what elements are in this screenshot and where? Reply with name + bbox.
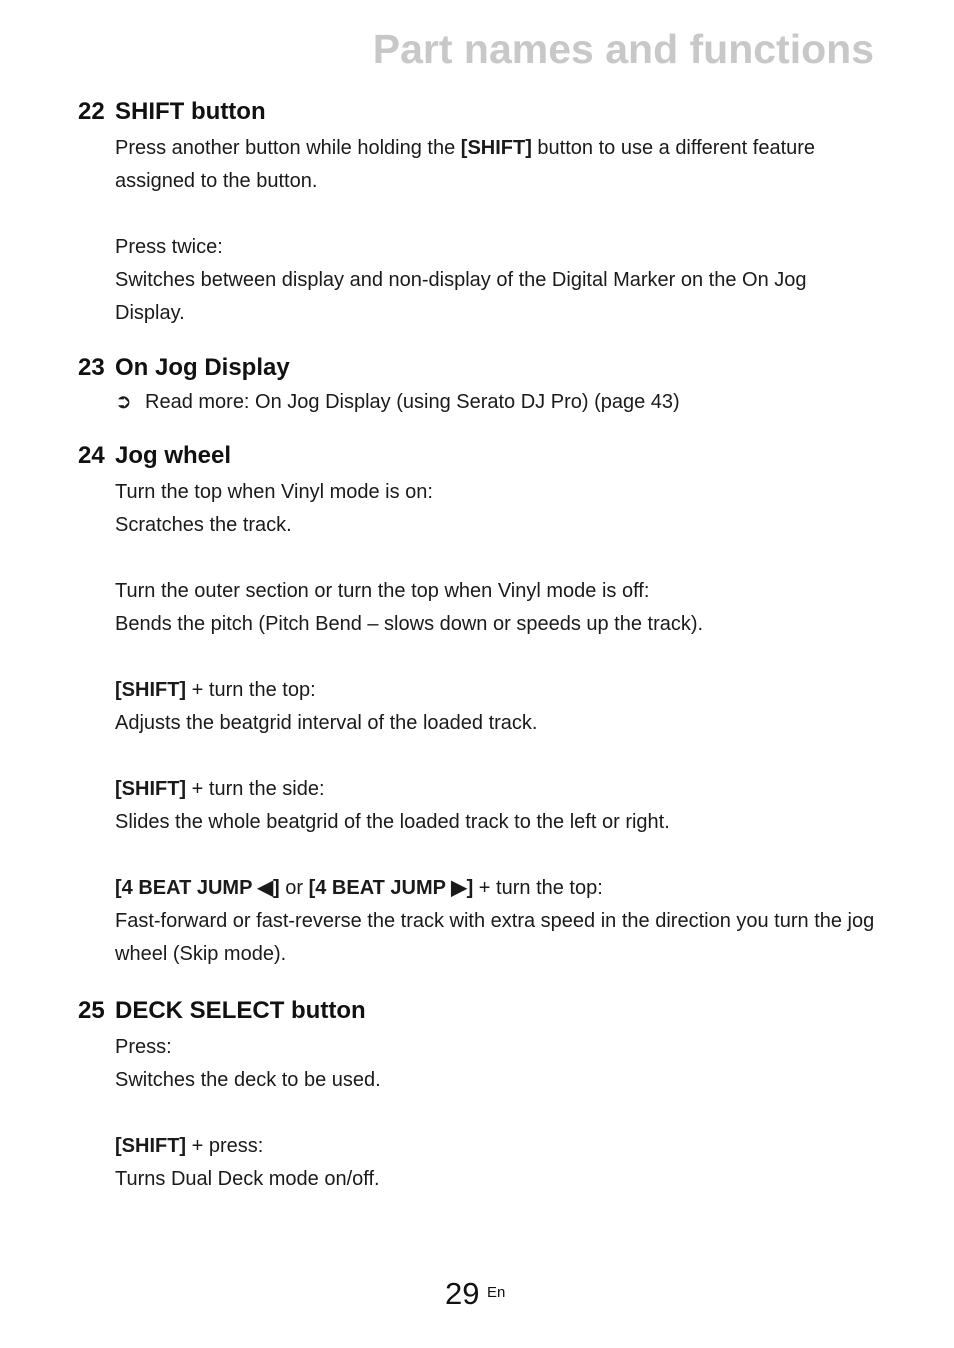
paragraph: Switches between display and non-display of the Digital Marker on the On Jog Display. [115,269,807,324]
section-number: 25 [78,997,105,1024]
text: button to use a different feature assigned to the button. [115,137,816,192]
section-body [115,1031,878,1196]
link-text[interactable]: Read more: On Jog Display (using Serato DJ Pro) (page 43) [145,391,680,413]
page-title: Part names and functions [372,26,874,72]
section-title: On Jog Display [115,354,290,381]
section-body [115,132,878,330]
section-number: 23 [78,354,105,381]
section-deck-select-button [78,996,878,1196]
section-heading [78,353,878,383]
paragraph: Slides the whole beatgrid of the loaded track to the left or right. [115,811,670,833]
paragraph: Turns Dual Deck mode on/off. [115,1168,380,1190]
paragraph: Adjusts the beatgrid interval of the loaded track. [115,712,538,734]
section-heading [78,441,878,471]
paragraph: Turn the top when Vinyl mode is on: [115,481,433,503]
section-heading [78,97,878,127]
text: + turn the top: [473,877,603,899]
section-title: DECK SELECT button [115,997,366,1024]
paragraph [115,872,878,905]
paragraph [115,132,878,198]
section-number: 22 [78,98,105,125]
bold-text: [SHIFT] [115,679,187,701]
bold-text: [SHIFT] [115,778,187,800]
paragraph: Bends the pitch (Pitch Bend – slows down or speeds up the track). [115,613,704,635]
bold-text: [SHIFT] [115,1135,187,1157]
page-number: 29 [445,1276,480,1311]
section-title: SHIFT button [115,98,266,125]
bold-text: [4 BEAT JUMP ▶] [308,877,474,899]
arrow-right-icon: ➲ [115,391,132,413]
paragraph: Turn the outer section or turn the top when Vinyl mode is off: [115,580,650,602]
section-number: 24 [78,442,105,469]
text: or [279,877,309,899]
paragraph: Scratches the track. [115,514,292,536]
read-more-link[interactable] [115,386,878,419]
paragraph [115,773,878,806]
section-title: Jog wheel [115,442,232,469]
section-jog-wheel [78,441,878,971]
text: + turn the side: [186,778,325,800]
paragraph [115,1130,878,1163]
paragraph: Press: [115,1036,172,1058]
paragraph [115,674,878,707]
section-body [115,386,878,419]
bold-text: [SHIFT] [460,137,532,159]
bold-text: [4 BEAT JUMP ◀] [115,877,280,899]
text: Press another button while holding the [115,137,461,159]
section-shift-button [78,97,878,330]
paragraph: Press twice: [115,236,223,258]
paragraph: Switches the deck to be used. [115,1069,381,1091]
text: + turn the top: [186,679,316,701]
paragraph: Fast-forward or fast-reverse the track with extra speed in the direction you turn the jog wheel (Skip mode). [115,910,875,965]
page-language: En [487,1284,506,1301]
section-on-jog-display [78,353,878,419]
text: + press: [186,1135,264,1157]
section-heading [78,996,878,1026]
section-body [115,476,878,971]
